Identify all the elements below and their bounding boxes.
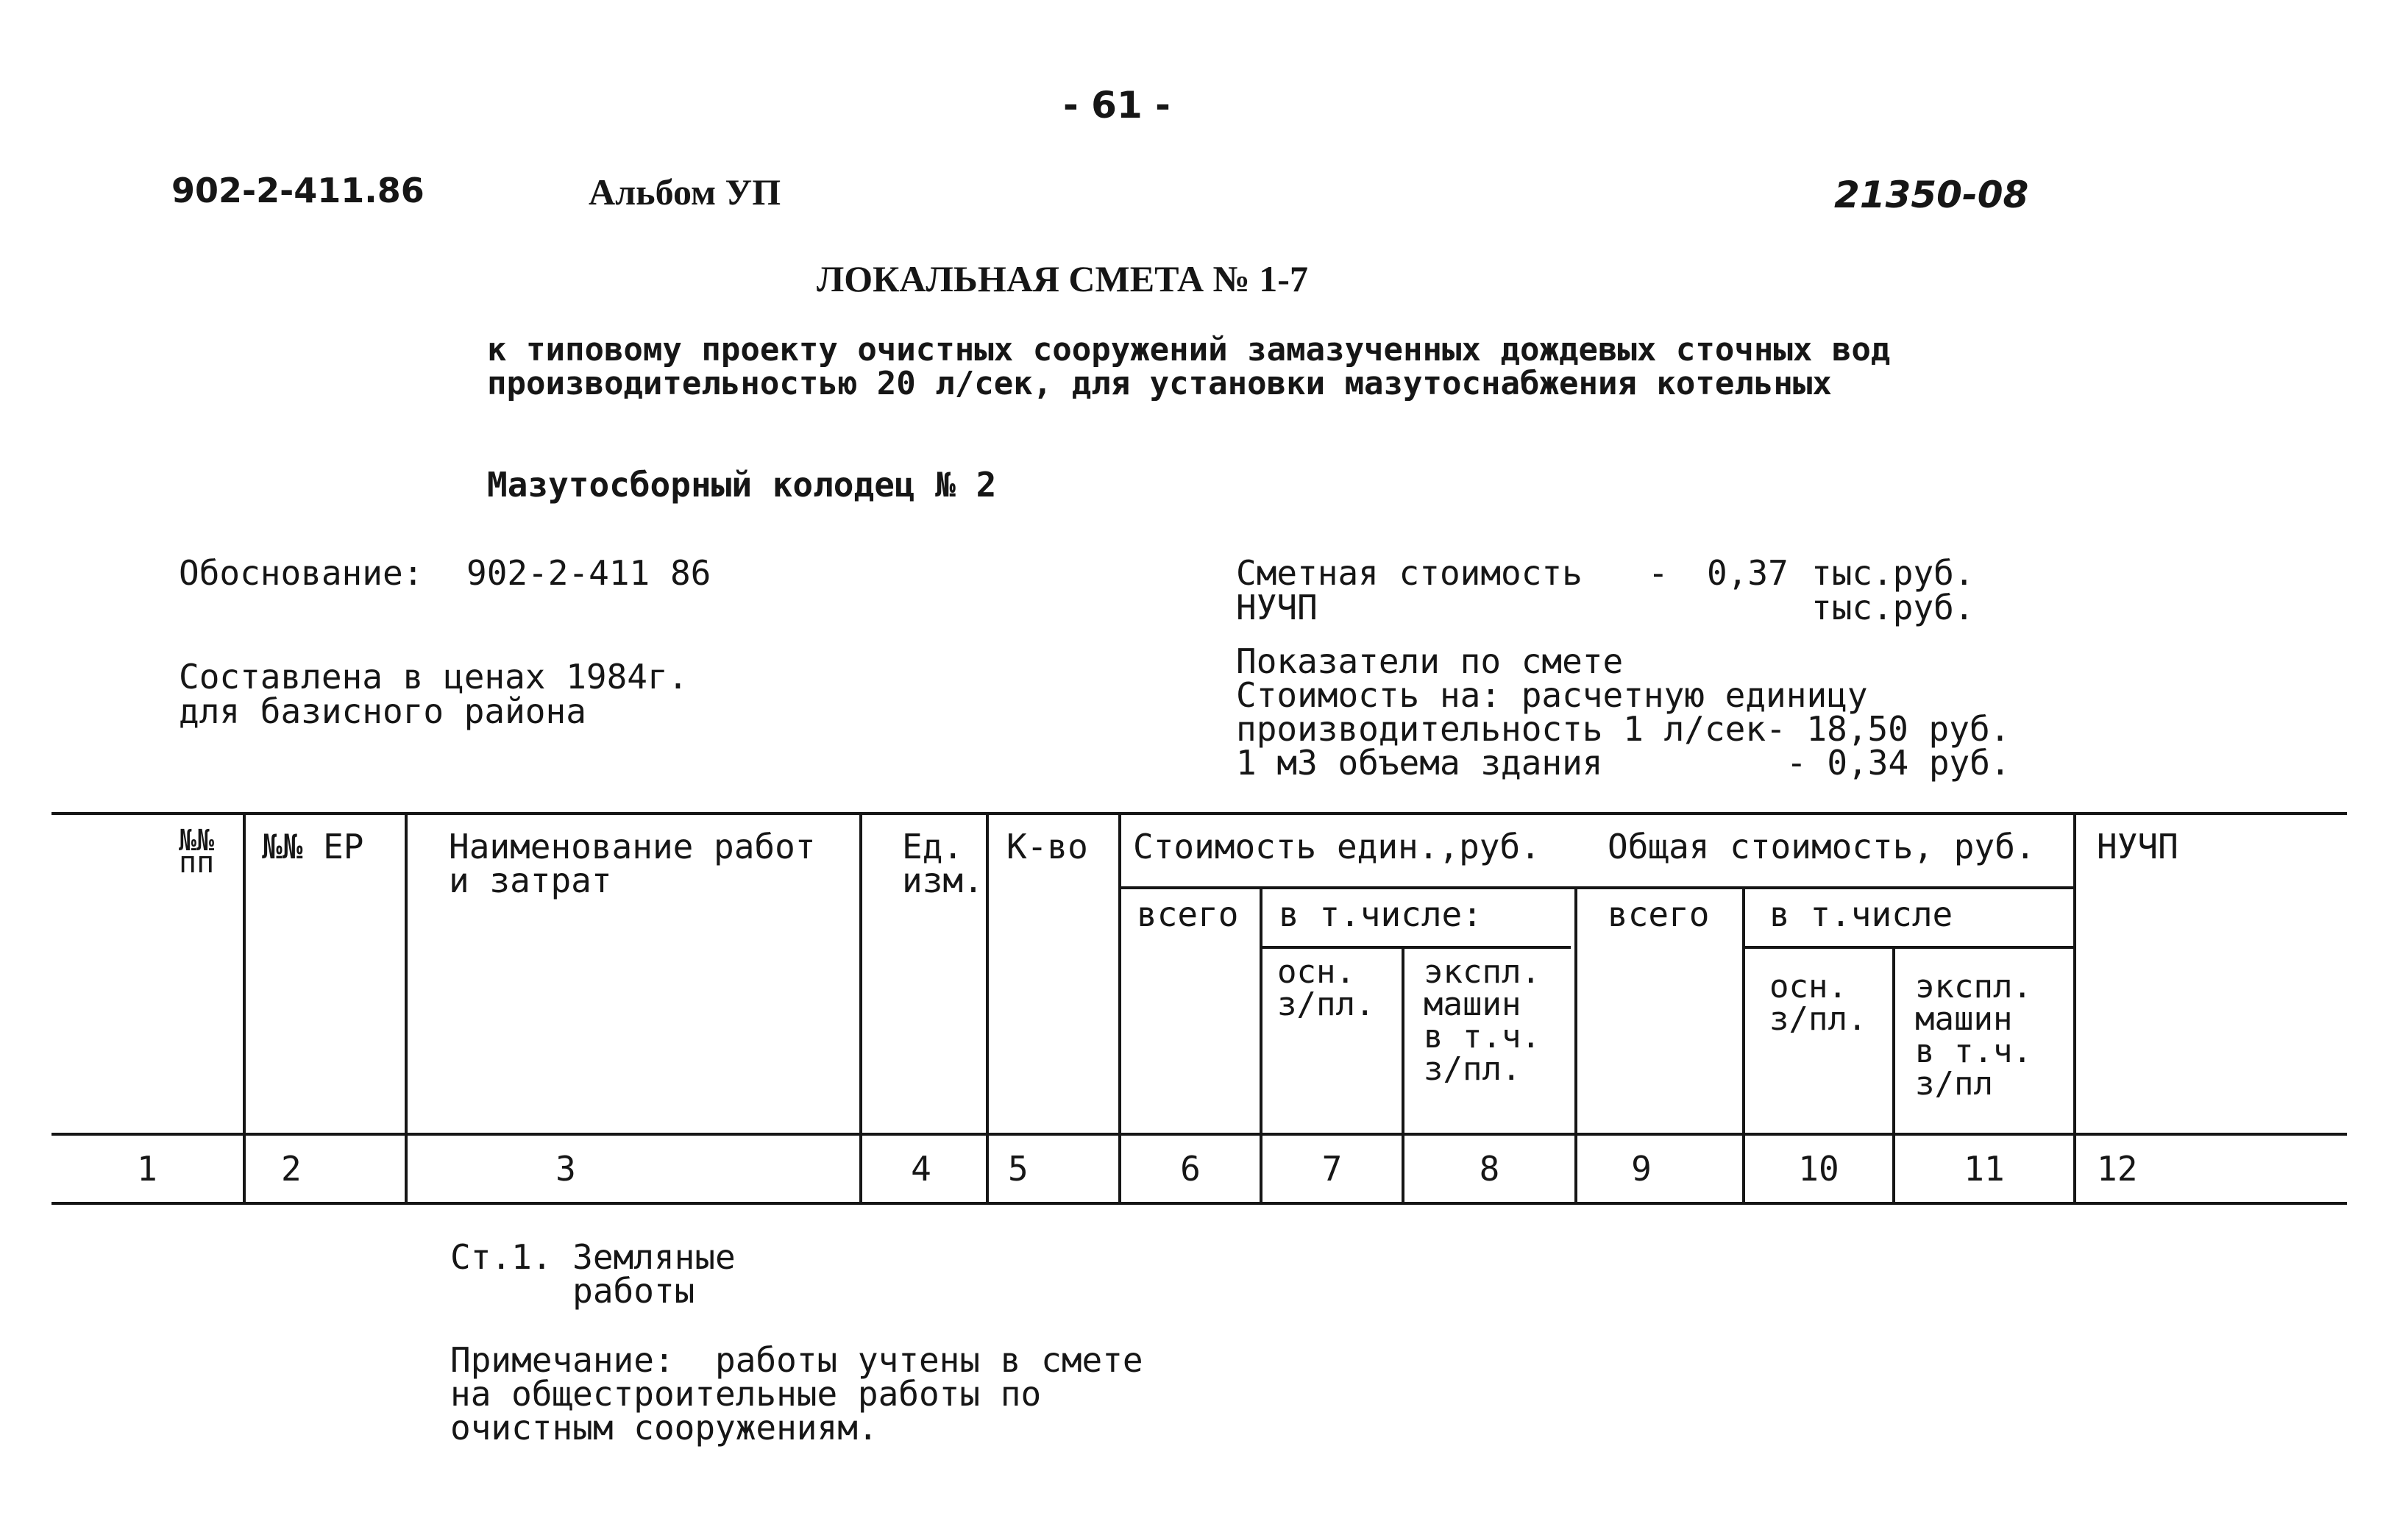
estimated-cost-dash: - — [1648, 553, 1669, 593]
incl2-subrule — [1744, 946, 2075, 949]
header-base-wage-1: осн. з/пл. — [1277, 953, 1375, 1023]
header-total-cost: Общая стоимость, руб. — [1608, 827, 2036, 866]
indicators-line-3-label: 1 м3 объема здания — [1236, 743, 1603, 783]
col-divider-2 — [405, 812, 408, 1205]
subtitle-line-1: к типовому проекту очистных сооружений замазученных дождевых сточных вод — [487, 331, 1891, 369]
nuchp-unit: тыс.руб. — [1811, 588, 1975, 627]
basis-value: 902-2-411 86 — [466, 553, 711, 593]
archive-number: 21350-08 — [1834, 174, 2029, 216]
column-number-8: 8 — [1479, 1149, 1500, 1189]
column-number-2: 2 — [281, 1149, 302, 1189]
object-name: Мазутосборный колодец № 2 — [487, 465, 997, 505]
indicators-line-2-value: - 18,50 руб. — [1766, 709, 2011, 749]
header-machines-1: экспл. машин в т.ч. з/пл. — [1424, 953, 1541, 1088]
header-ep-number: №№ ЕР — [262, 827, 364, 866]
subtitle-line-2: производительностью 20 л/сек, для установки мазутоснабжения котельных — [487, 365, 1832, 402]
column-number-7: 7 — [1321, 1149, 1343, 1189]
col-divider-11 — [2073, 812, 2076, 1205]
prices-line-1: Составлена в ценах 1984г. — [179, 657, 689, 697]
column-number-11: 11 — [1964, 1149, 2005, 1189]
estimated-cost-unit: тыс.руб. — [1811, 553, 1975, 593]
table-top-rule — [52, 812, 2347, 815]
nuchp-label: НУЧП — [1236, 588, 1318, 627]
incl1-subrule — [1262, 946, 1571, 949]
column-number-4: 4 — [911, 1149, 931, 1189]
header-unit: Ед. изм. — [902, 827, 984, 900]
table-numbers-rule — [52, 1202, 2347, 1205]
indicators-title: Показатели по смете — [1236, 641, 1624, 681]
page-number: - 61 - — [1063, 84, 1171, 127]
note-line-3: очистным сооружениям. — [450, 1408, 878, 1448]
header-nuchp: НУЧП — [2097, 827, 2178, 866]
document-code: 902-2-411.86 — [171, 171, 425, 210]
section-title: Ст.1. Земляные работы — [450, 1237, 736, 1311]
column-number-9: 9 — [1631, 1149, 1652, 1189]
header-work-name: Наименование работ и затрат — [449, 827, 816, 900]
indicators-line-3-value: - 0,34 руб. — [1786, 743, 2011, 783]
column-number-10: 10 — [1798, 1149, 1839, 1189]
album-label: Альбом УП — [589, 171, 781, 213]
note-line-2: на общестроительные работы по — [450, 1374, 1042, 1414]
header-row-number: №№ пп — [179, 824, 215, 880]
note-line-1: Примечание: работы учтены в смете — [450, 1340, 1143, 1380]
column-number-1: 1 — [137, 1149, 157, 1189]
col-divider-1 — [243, 812, 246, 1205]
header-base-wage-2: осн. з/пл. — [1769, 968, 1867, 1038]
column-number-3: 3 — [555, 1149, 576, 1189]
header-total-1: всего — [1137, 894, 1239, 934]
col-divider-4 — [986, 812, 989, 1205]
col-divider-5 — [1118, 812, 1121, 1205]
basis-label: Обоснование: — [179, 553, 424, 593]
header-total-2: всего — [1608, 894, 1710, 934]
prices-line-2: для базисного района — [179, 691, 586, 731]
header-including-2: в т.числе — [1769, 894, 1953, 934]
indicators-line-2-label: производительность 1 л/сек — [1236, 709, 1766, 749]
table-header-rule — [52, 1133, 2347, 1136]
header-machines-2: экспл. машин в т.ч. з/пл — [1915, 968, 2032, 1103]
estimated-cost-label: Сметная стоимость — [1236, 553, 1583, 593]
estimated-cost-value: 0,37 — [1707, 553, 1789, 593]
column-number-6: 6 — [1180, 1149, 1201, 1189]
column-number-5: 5 — [1008, 1149, 1029, 1189]
estimate-title: ЛОКАЛЬНАЯ СМЕТА № 1-7 — [817, 258, 1308, 299]
col-divider-3 — [859, 812, 862, 1205]
column-number-12: 12 — [2097, 1149, 2138, 1189]
indicators-line-1: Стоимость на: расчетную единицу — [1236, 675, 1868, 715]
header-unit-cost: Стоимость един.,руб. — [1133, 827, 1541, 866]
header-quantity: К-во — [1006, 827, 1088, 866]
header-including-1: в т.числе: — [1279, 894, 1482, 934]
